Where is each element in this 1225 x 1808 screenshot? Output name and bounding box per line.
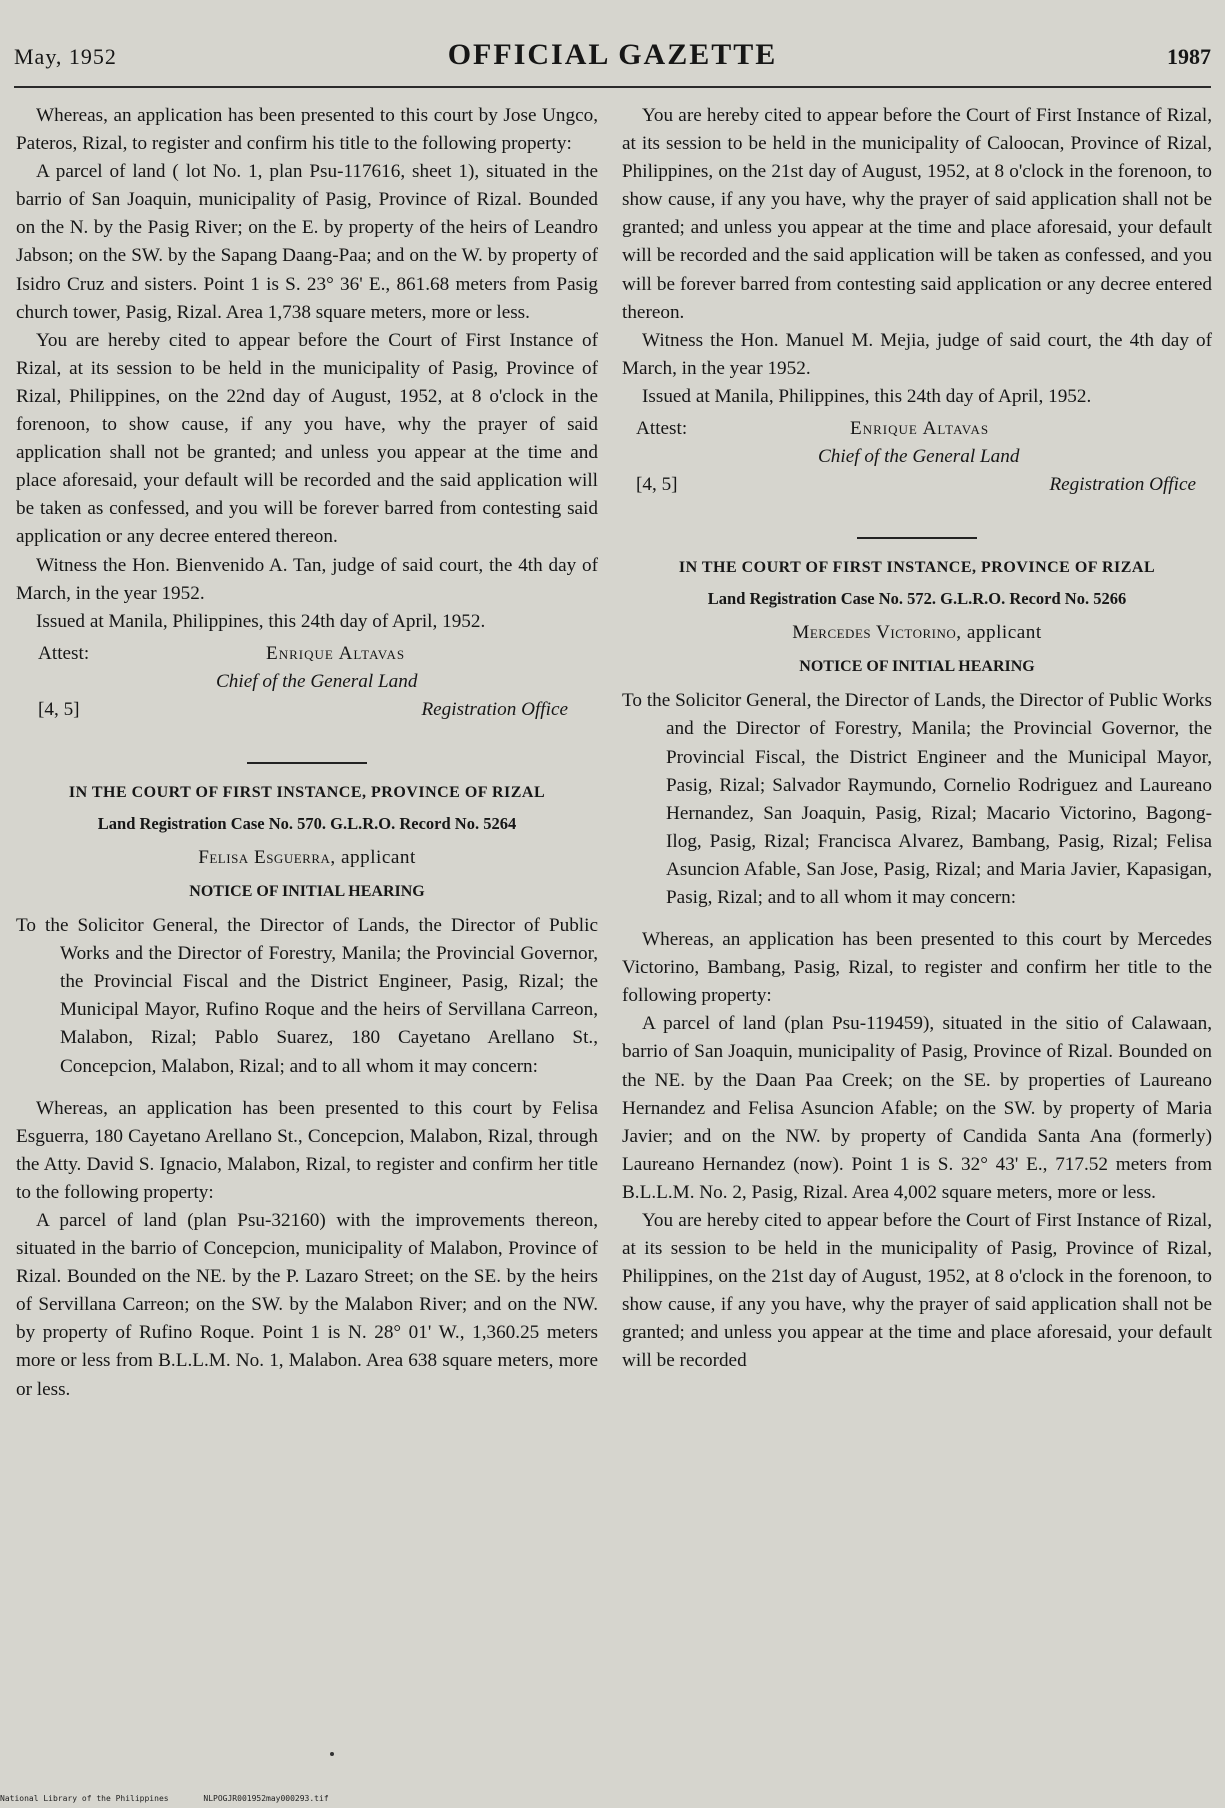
applicant-suffix: , applicant: [956, 622, 1042, 644]
page-header: [14, 38, 1211, 84]
court-heading: IN THE COURT OF FIRST INSTANCE, PROVINCE OF RIZAL: [68, 783, 546, 801]
right-column: [622, 102, 1212, 1376]
footer-file: NLPOGJR001952may000293.tif: [203, 1794, 329, 1803]
applicant-line: [16, 844, 598, 872]
applicant-line: [622, 619, 1212, 647]
header-rule: [14, 86, 1211, 88]
attest-name: Enrique Altavas: [266, 642, 406, 664]
attest-block: [622, 415, 1212, 515]
paragraph: You are hereby cited to appear before the Court of First Instance of Rizal, at its session to be held in the municipality of Pasig, Province of Rizal, Philippines, on the 21st day of August, 1952, at 8 o'clock in the forenoon, to show cause, if any you have, why the prayer of said application shall not be granted; and unless you appear at the time and place aforesaid, your default will be recorded: [622, 1210, 1212, 1372]
attest-title-line2: Registration Office: [421, 698, 568, 720]
notice-heading: NOTICE OF INITIAL HEARING: [189, 882, 425, 900]
paragraph: A parcel of land ( lot No. 1, plan Psu-117616, sheet 1), situated in the barrio of San Joaquin, municipality of Pasig, Province of Rizal. Bounded on the N. by the Pasig River; on the E. by property of the heirs of Leandro Jabson; on the SW. by the Sapang Daang-Paa; and on the W. by property of Isidro Cruz and sisters. Point 1 is S. 23° 36' E., 861.68 meters from Pasig church tower, Pasig, Rizal. Area 1,738 square meters, more or less.: [16, 161, 598, 323]
attest-title-line2: Registration Office: [1049, 474, 1196, 496]
addressee-paragraph: To the Solicitor General, the Director of Lands, the Director of Public Works and the Director of Forestry, Manila; the Provincial Governor, the Provincial Fiscal and the District Engineer, Pasig, Rizal; the Municipal Mayor, Rufino Roque and the heirs of Servillana Carreon, Malabon, Rizal; Pablo Suarez, 180 Cayetano Arellano St., Concepcion, Malabon, Rizal; and to all whom it may concern:: [16, 915, 598, 1077]
paragraph: A parcel of land (plan Psu-32160) with the improvements thereon, situated in the barrio of Concepcion, municipality of Malabon, Province of Rizal. Bounded on the NE. by the P. Lazaro Street; on the SE. by the heirs of Servillana Carreon; on the SW. by the Malabon River; and on the NW. by property of Rufino Roque. Point 1 is N. 28° 01' W., 1,360.25 meters more or less from B.L.L.M. No. 1, Malabon. Area 638 square meters, more or less.: [16, 1210, 598, 1400]
attest-ref: [4, 5]: [636, 474, 678, 496]
addressee-paragraph: To the Solicitor General, the Director of Lands, the Director of Public Works and the Director of Forestry, Manila; the Provincial Governor, the Provincial Fiscal, the District Engineer and the Municipal Mayor, Pasig, Rizal; Salvador Raymundo, Cornelio Rodriguez and Laureano Hernandez, San Joaquin, Pasig, Rizal; Macario Victorino, Bagong-Ilog, Pasig, Rizal; Francisca Alvarez, Bambang, Pasig, Rizal; Felisa Asuncion Afable, San Jose, Pasig, Rizal; and Maria Javier, Kapasigan, Pasig, Rizal; and to all whom it may concern:: [622, 690, 1212, 908]
paragraph: Witness the Hon. Bienvenido A. Tan, judge of said court, the 4th day of March, in the year 1952.: [16, 554, 598, 604]
paragraph: Whereas, an application has been presented to this court by Mercedes Victorino, Bambang, Pasig, Rizal, to register and confirm her title to the following property:: [622, 929, 1212, 1007]
paragraph: Issued at Manila, Philippines, this 24th day of April, 1952.: [36, 610, 486, 632]
case-heading: Land Registration Case No. 570. G.L.R.O. Record No. 5264: [97, 813, 517, 833]
section-divider: [857, 537, 977, 539]
case-heading: Land Registration Case No. 572. G.L.R.O. Record No. 5266: [707, 589, 1127, 609]
section-divider: [247, 762, 367, 764]
applicant-name: Felisa Esguerra: [198, 846, 331, 868]
paragraph: Issued at Manila, Philippines, this 24th day of April, 1952.: [642, 385, 1092, 407]
applicant-suffix: , applicant: [330, 846, 416, 868]
paragraph: Witness the Hon. Manuel M. Mejia, judge of said court, the 4th day of March, in the year 1952.: [622, 329, 1212, 379]
header-page-number: 1987: [1167, 44, 1211, 69]
paragraph: A parcel of land (plan Psu-119459), situated in the sitio of Calawaan, barrio of San Joaquin, municipality of Pasig, Province of Rizal. Bounded on the NE. by the Daan Paa Creek; on the SE. by properties of Laureano Hernandez and Felisa Asuncion Afable; on the SW. by property of Maria Javier; and on the NW. by property of Candida Santa Ana (formerly) Laureano Hernandez (now). Point 1 is S. 32° 43' E., 717.52 meters from B.L.L.M. No. 2, Pasig, Rizal. Area 4,002 square meters, more or less.: [622, 1013, 1212, 1203]
court-heading: IN THE COURT OF FIRST INSTANCE, PROVINCE OF RIZAL: [678, 559, 1156, 577]
applicant-name: Mercedes Victorino: [792, 622, 957, 644]
page-mark: [330, 1752, 334, 1756]
header-title: OFFICIAL GAZETTE: [447, 38, 778, 71]
paragraph: Whereas, an application has been presented to this court by Jose Ungco, Pateros, Rizal, to register and confirm his title to the following property:: [16, 105, 598, 155]
attest-title-line1: Chief of the General Land: [216, 670, 418, 692]
attest-label: Attest:: [636, 418, 688, 440]
attest-ref: [4, 5]: [38, 698, 80, 720]
scan-footer: [0, 1794, 359, 1803]
attest-title-line1: Chief of the General Land: [818, 446, 1020, 468]
header-date: May, 1952: [14, 44, 117, 69]
attest-name: Enrique Altavas: [850, 418, 990, 440]
attest-block: [16, 640, 598, 740]
paragraph: Whereas, an application has been presented to this court by Felisa Esguerra, 180 Cayetano Arellano St., Concepcion, Malabon, Rizal, through the Atty. David S. Ignacio, Malabon, Rizal, to register and confirm her title to the following property:: [16, 1097, 598, 1203]
left-column: [16, 102, 598, 1404]
paragraph: You are hereby cited to appear before the Court of First Instance of Rizal, at its session to be held in the municipality of Caloocan, Province of Rizal, Philippines, on the 21st day of August, 1952, at 8 o'clock in the forenoon, to show cause, if any you have, why the prayer of said application shall not be granted; and unless you appear at the time and place aforesaid, your default will be recorded and the said application will be taken as confessed, and you will be forever barred from contesting said application or any decree entered thereon.: [622, 105, 1212, 323]
footer-library: National Library of the Philippines: [0, 1794, 169, 1803]
attest-label: Attest:: [38, 642, 90, 664]
notice-heading: NOTICE OF INITIAL HEARING: [799, 658, 1035, 676]
paragraph: You are hereby cited to appear before the Court of First Instance of Rizal, at its session to be held in the municipality of Pasig, Province of Rizal, Philippines, on the 22nd day of August, 1952, at 8 o'clock in the forenoon, to show cause, if any you have, why the prayer of said application shall not be granted; and unless you appear at the time and place aforesaid, your default will be recorded and the said application will be taken as confessed, and you will be forever barred from contesting said application or any decree entered thereon.: [16, 329, 598, 548]
